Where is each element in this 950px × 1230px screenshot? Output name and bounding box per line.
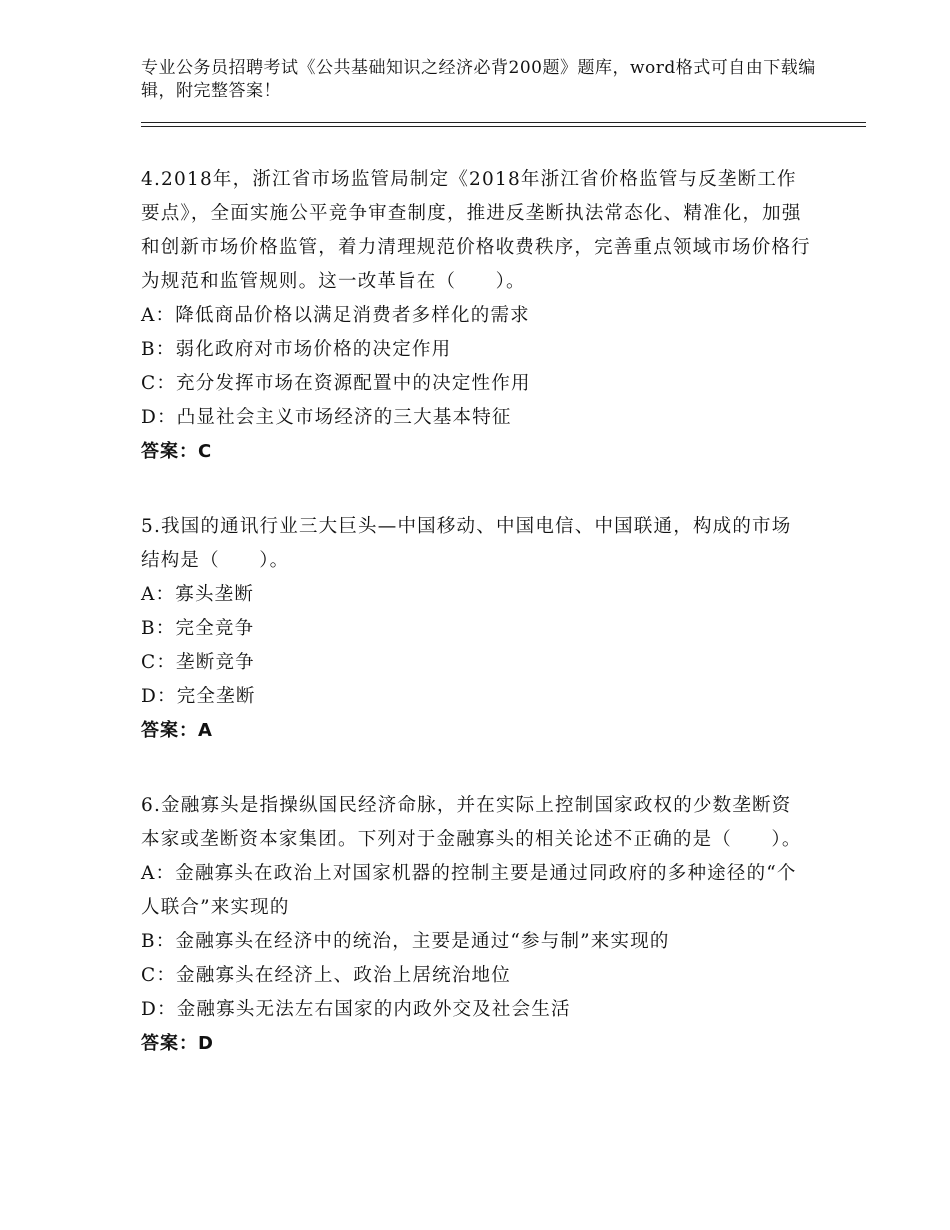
option-b: B：弱化政府对市场价格的决定作用 bbox=[141, 339, 452, 360]
question-list bbox=[141, 163, 811, 1102]
question-5 bbox=[141, 510, 811, 748]
option-a: A：寡头垄断 bbox=[141, 584, 255, 605]
option-d: D：完全垄断 bbox=[141, 686, 256, 707]
option-b: B：完全竞争 bbox=[141, 618, 255, 639]
question-4 bbox=[141, 163, 811, 469]
option-c: C：充分发挥市场在资源配置中的决定性作用 bbox=[141, 373, 531, 394]
question-stem: 4.2018年，浙江省市场监管局制定《2018年浙江省价格监管与反垄断工作要点》，全面实施公平竞争审查制度，推进反垄断执法常态化、精准化，加强和创新市场价格监管，着力清理规范价格收费秩序，完善重点领域市场价格行为规范和监管规则。这一改革旨在（ ）。 bbox=[141, 169, 811, 292]
option-d: D：金融寡头无法左右国家的内政外交及社会生活 bbox=[141, 999, 571, 1020]
header-divider bbox=[141, 122, 866, 127]
question-6 bbox=[141, 789, 811, 1061]
option-a: A：降低商品价格以满足消费者多样化的需求 bbox=[141, 305, 530, 326]
answer-label: 答案：C bbox=[141, 441, 213, 462]
option-c: C：金融寡头在经济上、政治上居统治地位 bbox=[141, 965, 511, 986]
question-stem: 5.我国的通讯行业三大巨头—中国移动、中国电信、中国联通，构成的市场结构是（ ）。 bbox=[141, 516, 792, 571]
question-stem: 6.金融寡头是指操纵国民经济命脉，并在实际上控制国家政权的少数垄断资本家或垄断资本家集团。下列对于金融寡头的相关论述不正确的是（ ）。 bbox=[141, 795, 802, 850]
option-d: D：凸显社会主义市场经济的三大基本特征 bbox=[141, 407, 512, 428]
option-a: A：金融寡头在政治上对国家机器的控制主要是通过同政府的多种途径的“个人联合”来实现的 bbox=[141, 863, 797, 918]
option-b: B：金融寡头在经济中的统治，主要是通过“参与制”来实现的 bbox=[141, 931, 670, 952]
document-header: 专业公务员招聘考试《公共基础知识之经济必背200题》题库，word格式可自由下载编辑，附完整答案！ bbox=[141, 58, 816, 101]
answer-label: 答案：A bbox=[141, 720, 213, 741]
answer-label: 答案：D bbox=[141, 1033, 214, 1054]
option-c: C：垄断竞争 bbox=[141, 652, 255, 673]
